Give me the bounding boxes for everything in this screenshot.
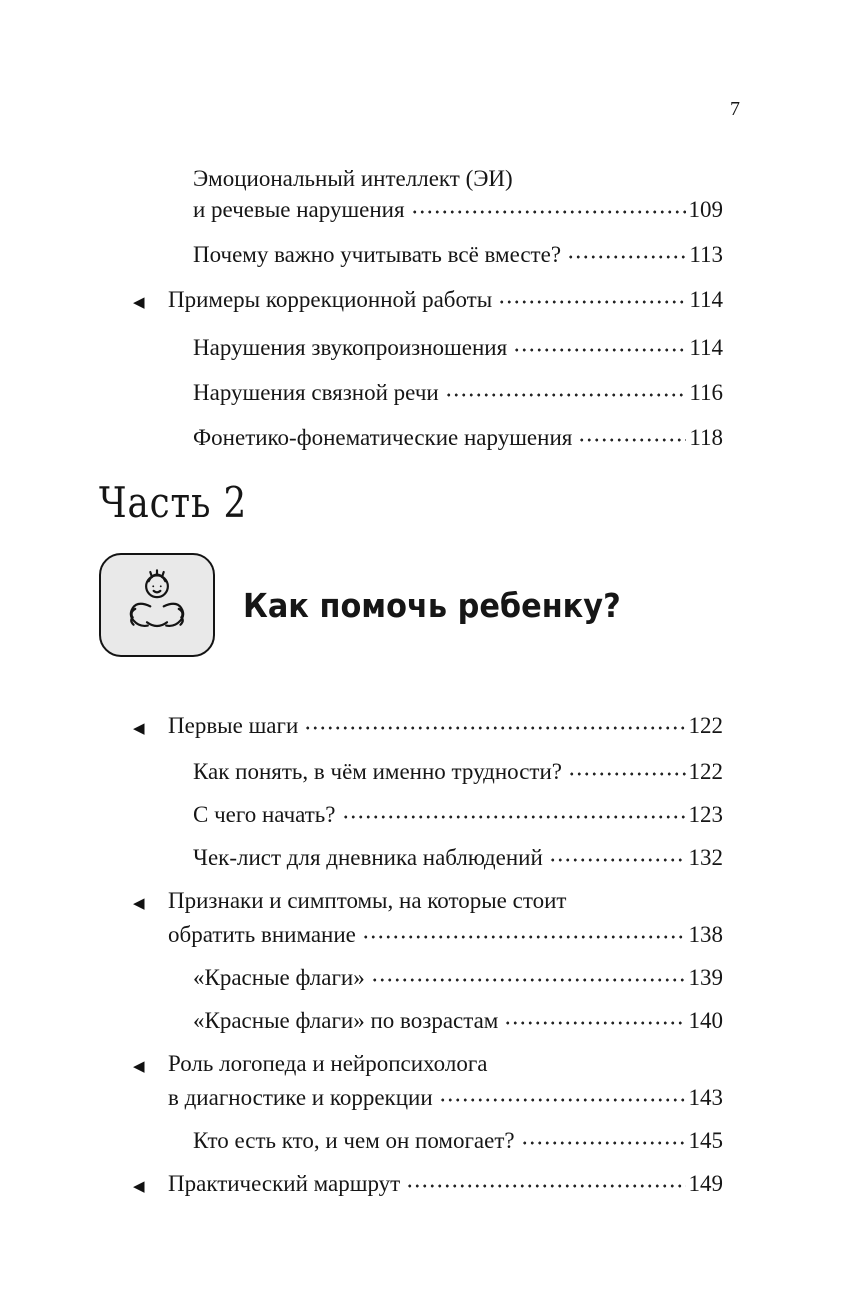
toc-entry-text: и речевые нарушения: [193, 197, 405, 222]
toc-entry-text: Примеры коррекционной работы: [168, 287, 493, 312]
toc-entry-line: [133, 885, 723, 919]
chapter-icon-box: [99, 553, 215, 657]
page-ref: 109: [688, 197, 723, 222]
leader-dots: [439, 1082, 686, 1105]
toc-entry-line: [133, 332, 723, 363]
page-ref: 123: [688, 802, 723, 827]
page-ref: 138: [688, 922, 723, 947]
leader-dots: [371, 962, 686, 985]
leader-dots: [568, 756, 686, 779]
toc-entry-text: С чего начать?: [193, 802, 336, 827]
toc-entry-line: [133, 1082, 723, 1113]
toc-entry: [133, 1125, 723, 1156]
toc-entry-line: [133, 842, 723, 873]
toc-entry-line: [133, 710, 723, 744]
toc-entry-text: Почему важно учитывать всё вместе?: [193, 242, 562, 267]
leader-dots: [504, 1005, 685, 1028]
toc-entry-text: в диагностике и коррекции: [168, 1085, 433, 1110]
page-ref: 140: [688, 1008, 723, 1033]
toc-entry-text: Эмоциональный интеллект (ЭИ): [193, 166, 513, 191]
toc-entry: [133, 885, 723, 950]
leader-dots: [304, 710, 685, 733]
leader-dots: [411, 194, 686, 217]
leader-dots: [445, 377, 687, 400]
child-in-cupped-hands-icon: [111, 561, 203, 650]
toc-entry-text: Признаки и симптомы, на которые стоит: [168, 888, 567, 913]
toc-entry: [133, 1048, 723, 1113]
toc-bullet-icon: ◀: [133, 894, 145, 912]
toc-entry: [133, 756, 723, 787]
leader-dots: [513, 332, 686, 355]
toc-entry-line: [133, 239, 723, 270]
page-ref: 118: [689, 425, 723, 450]
chapter-header: [99, 553, 654, 657]
toc-entry: [133, 377, 723, 408]
toc-entry-text: Практический маршрут: [168, 1171, 401, 1196]
toc-entry: [133, 1168, 723, 1202]
toc-entry-text: «Красные флаги»: [193, 965, 365, 990]
toc-bullet-icon: ◀: [133, 1177, 145, 1195]
toc-entry: [133, 842, 723, 873]
page-ref: 114: [689, 287, 723, 312]
page-ref: 122: [688, 759, 723, 784]
leader-dots: [498, 284, 686, 307]
page-ref: 149: [688, 1171, 723, 1196]
page-ref: 139: [688, 965, 723, 990]
page-ref: 143: [688, 1085, 723, 1110]
toc-entry-text: обратить внимание: [168, 922, 356, 947]
toc-bullet-icon: ◀: [133, 719, 145, 737]
toc-entry-text: Нарушения звукопроизношения: [193, 335, 508, 360]
toc-entry: [133, 239, 723, 270]
toc-entry-text: Фонетико-фонематические нарушения: [193, 425, 573, 450]
leader-dots: [406, 1168, 685, 1191]
toc-entry-text: Кто есть кто, и чем он помогает?: [193, 1128, 515, 1153]
page-ref: 132: [688, 845, 723, 870]
toc-entry-line: [133, 1048, 723, 1082]
toc-entry-text: Первые шаги: [168, 713, 299, 738]
toc-entry-line: [133, 1168, 723, 1202]
part-heading: Часть 2: [99, 478, 248, 527]
toc-entry-line: [133, 919, 723, 950]
toc-entry: [133, 332, 723, 363]
page-ref: 122: [688, 713, 723, 738]
page-ref: 113: [689, 242, 723, 267]
leader-dots: [521, 1125, 686, 1148]
toc-entry: [133, 422, 723, 453]
toc-entry: [133, 799, 723, 830]
page-ref: 145: [688, 1128, 723, 1153]
toc-entry-line: [133, 1125, 723, 1156]
leader-dots: [578, 422, 686, 445]
toc-bullet-icon: ◀: [133, 1057, 145, 1075]
toc-bottom: [133, 710, 723, 1214]
toc-entry-text: Чек-лист для дневника наблюдений: [193, 845, 543, 870]
toc-entry-line: [133, 799, 723, 830]
toc-entry: [133, 1005, 723, 1036]
toc-top: [133, 163, 723, 467]
toc-entry-line: [133, 163, 723, 194]
page-number: 7: [730, 98, 740, 120]
page-ref: 114: [689, 335, 723, 360]
toc-entry-line: [133, 422, 723, 453]
toc-entry-text: «Красные флаги» по возрастам: [193, 1008, 499, 1033]
leader-dots: [342, 799, 686, 822]
toc-entry: [133, 710, 723, 744]
toc-entry-line: [133, 756, 723, 787]
toc-entry-text: Роль логопеда и нейропсихолога: [168, 1051, 488, 1076]
leader-dots: [362, 919, 686, 942]
chapter-title: Как помочь ребенку?: [243, 585, 621, 625]
toc-entry-text: Нарушения связной речи: [193, 380, 439, 405]
toc-entry: [133, 284, 723, 318]
toc-entry-line: [133, 194, 723, 225]
toc-entry-line: [133, 962, 723, 993]
toc-entry-line: [133, 284, 723, 318]
toc-entry-text: Как понять, в чём именно трудности?: [193, 759, 562, 784]
page-ref: 116: [689, 380, 723, 405]
toc-entry: [133, 962, 723, 993]
toc-entry-line: [133, 377, 723, 408]
toc-bullet-icon: ◀: [133, 293, 145, 311]
leader-dots: [567, 239, 686, 262]
toc-entry-line: [133, 1005, 723, 1036]
toc-entry: [133, 163, 723, 225]
leader-dots: [549, 842, 686, 865]
